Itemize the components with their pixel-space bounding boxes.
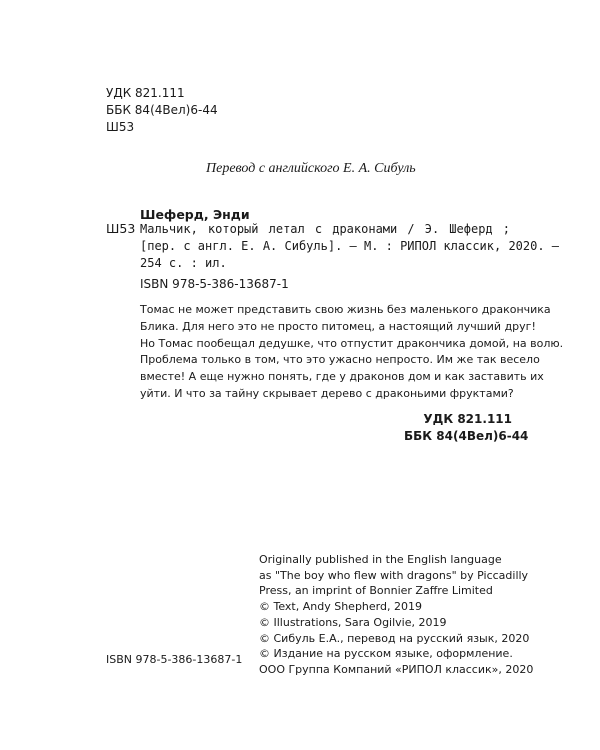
author-heading: Шеферд, Энди [140,207,250,222]
credit-line: as "The boy who flew with dragons" by Piccadilly [259,568,529,582]
isbn-bottom: ISBN 978-5-386-13687-1 [106,653,243,666]
summary-line: Блика. Для него это не просто питомец, а настоящий лучший друг! [140,319,536,333]
bbk-code: ББК 84(4Вел)6-44 [106,103,218,117]
isbn: ISBN 978-5-386-13687-1 [140,277,289,291]
udk-code: УДК 821.111 [106,86,185,100]
summary-line: Проблема только в том, что это ужасно непросто. Им же так весело [140,353,540,367]
udk-code: УДК 821.111 [423,412,512,426]
summary-line: вместе! А еще нужно понять, где у драконов дом и как заставить их [140,370,544,384]
biblio-line: 254 с. : ил. [140,256,227,270]
credit-line: Originally published in the English language [259,553,502,566]
credit-line: © Illustrations, Sara Ogilvie, 2019 [259,615,447,629]
credit-line: © Издание на русском языке, оформление. [259,647,513,661]
credit-line: © Text, Andy Shepherd, 2019 [259,600,422,614]
biblio-line: [пер. с англ. Е. А. Сибуль]. — М. : РИПОЛ классик, 2020. — [140,239,560,253]
summary-line: уйти. И что за тайну скрывает дерево с драконьими фруктами? [140,386,514,400]
credit-line: © Сибуль Е.А., перевод на русский язык, 2020 [259,631,530,645]
annotation-summary [140,302,564,403]
summary-line: Томас не может представить свою жизнь без маленького дракончика [140,303,551,316]
credit-line: ООО Группа Компаний «РИПОЛ классик», 2020 [259,662,534,676]
summary-line: Но Томас пообещал дедушке, что отпустит дракончика домой, на волю. [140,336,564,350]
bbk-code: ББК 84(4Вел)6-44 [404,429,529,443]
side-author-mark: Ш53 [106,221,136,236]
translator-credit: Перевод с английского Е. А. Сибуль [206,161,416,176]
copyright-credits [259,552,533,678]
classification-codes-bottom [404,411,529,445]
biblio-line: Мальчик, который летал с драконами / Э. Шеферд ; [140,222,510,236]
classification-codes-top [106,85,218,136]
credit-line: Press, an imprint of Bonnier Zaffre Limited [259,584,493,598]
bibliographic-description [140,221,560,272]
author-mark-code: Ш53 [106,120,135,134]
